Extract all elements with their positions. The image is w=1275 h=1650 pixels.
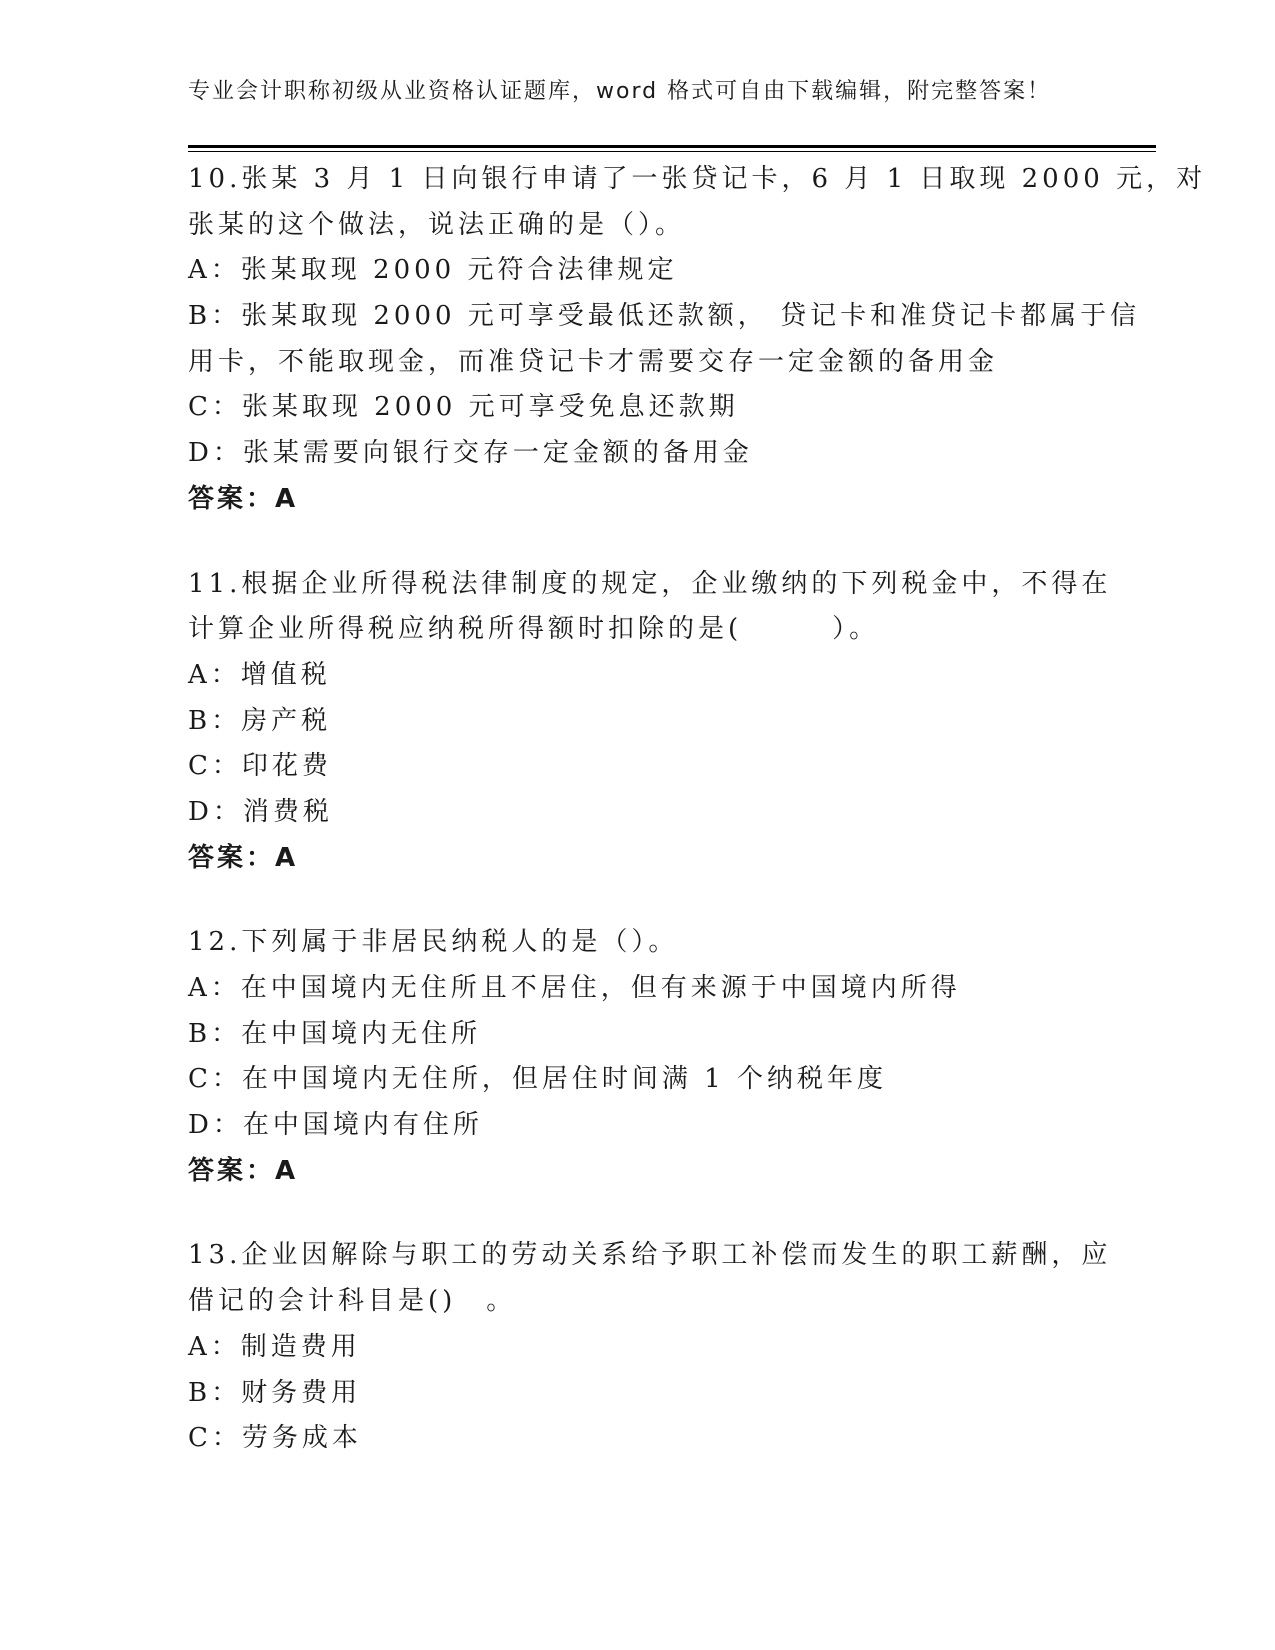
answer-option: A：增值税	[188, 659, 331, 690]
page-header: 专业会计职称初级从业资格认证题库，word 格式可自由下载编辑，附完整答案！	[188, 79, 1052, 104]
answer-option: D：在中国境内有住所	[188, 1110, 483, 1141]
answer-key: 答案：A	[188, 842, 299, 873]
header-divider	[188, 145, 1156, 148]
question-block	[188, 157, 1207, 523]
answer-option: B：房产税	[188, 705, 332, 736]
question-block	[188, 562, 1112, 882]
answer-option: D：消费税	[188, 796, 333, 827]
answer-option: C：在中国境内无住所，但居住时间满 1 个纳税年度	[188, 1064, 887, 1095]
answer-option: 用卡，不能取现金，而准贷记卡才需要交存一定金额的备用金	[188, 346, 999, 377]
answer-key: 答案：A	[188, 1155, 299, 1186]
question-stem: 10.张某 3 月 1 日向银行申请了一张贷记卡，6 月 1 日取现 2000 元，对	[188, 164, 1207, 194]
question-stem: 13.企业因解除与职工的劳动关系给予职工补偿而发生的职工薪酬，应	[188, 1240, 1112, 1271]
answer-option: D：张某需要向银行交存一定金额的备用金	[188, 438, 753, 469]
answer-option: C：印花费	[188, 751, 332, 782]
answer-option: C：劳务成本	[188, 1423, 362, 1454]
question-stem: 11.根据企业所得税法律制度的规定，企业缴纳的下列税金中，不得在	[188, 568, 1112, 599]
header-divider-thin	[188, 151, 1156, 152]
answer-option: A：制造费用	[188, 1331, 361, 1362]
answer-option: B：财务费用	[188, 1377, 362, 1408]
question-list	[188, 157, 1207, 1501]
question-stem: 张某的这个做法，说法正确的是（）。	[188, 209, 686, 240]
question-block	[188, 920, 1088, 1194]
answer-option: A：张某取现 2000 元符合法律规定	[188, 255, 678, 286]
question-stem: 借记的会计科目是() 。	[188, 1286, 517, 1317]
answer-option: B：张某取现 2000 元可享受最低还款额， 贷记卡和准贷记卡都属于信	[188, 301, 1141, 332]
answer-option: A：在中国境内无住所且不居住，但有来源于中国境内所得	[188, 973, 961, 1003]
answer-key: 答案：A	[188, 483, 299, 514]
answer-option: B：在中国境内无住所	[188, 1018, 482, 1049]
question-stem: 12.下列属于非居民纳税人的是（）。	[188, 927, 679, 958]
question-block	[188, 1233, 1112, 1461]
question-stem: 计算企业所得税应纳税所得额时扣除的是( ）。	[188, 614, 880, 645]
answer-option: C：张某取现 2000 元可享受免息还款期	[188, 392, 739, 423]
